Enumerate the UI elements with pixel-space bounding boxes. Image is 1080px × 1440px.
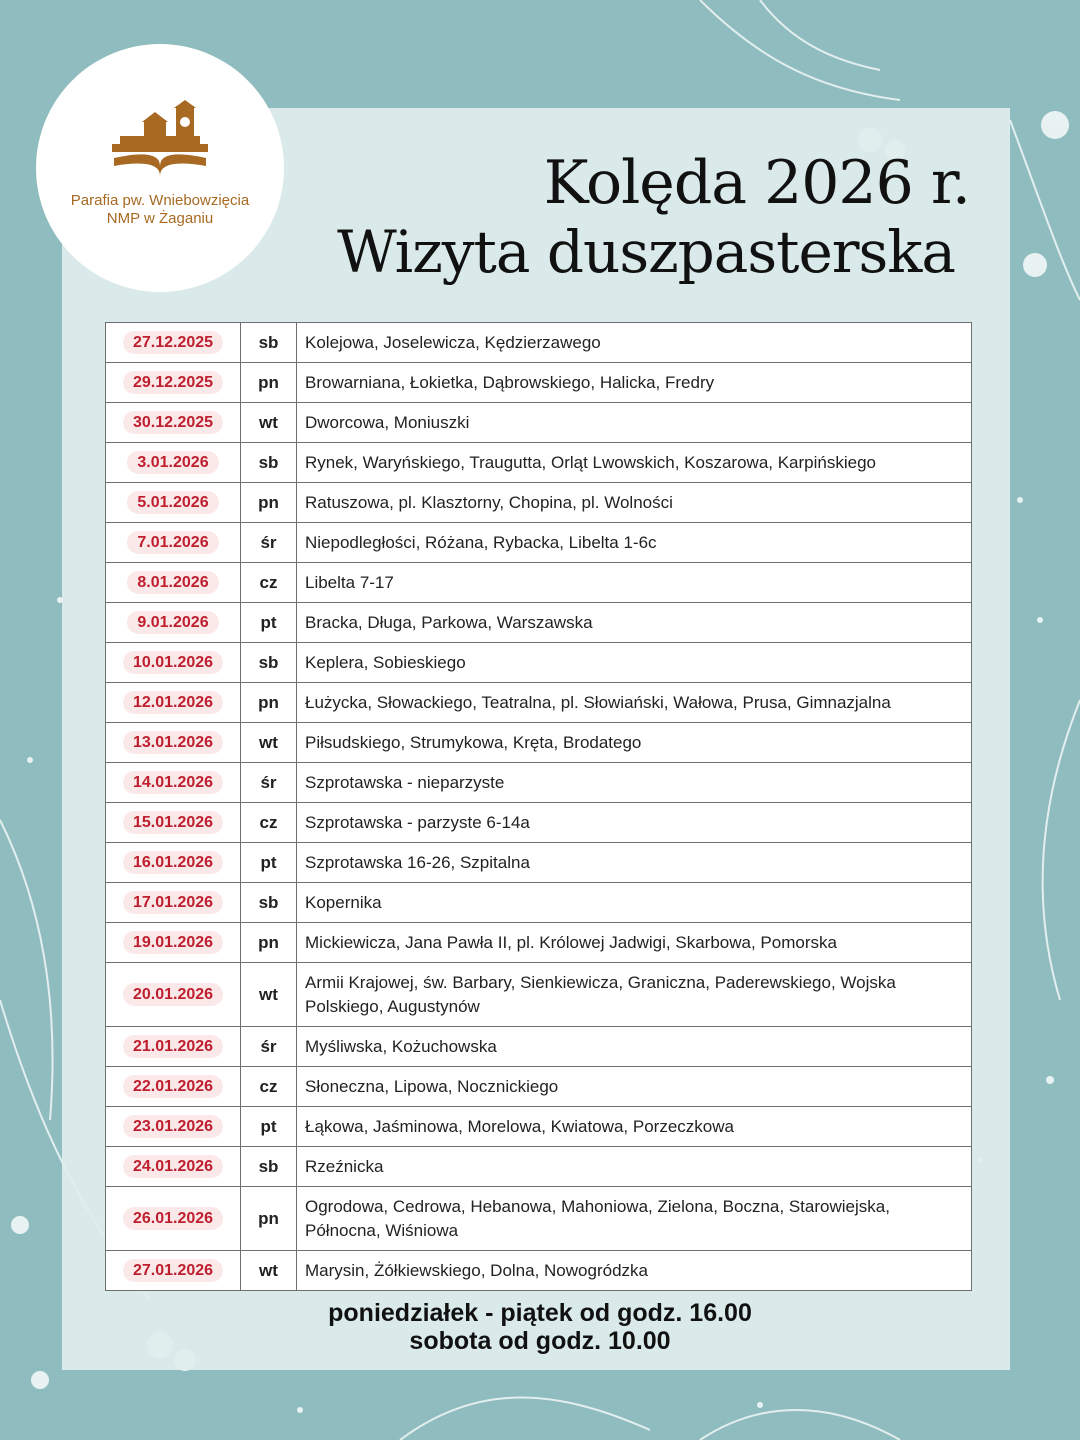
church-book-icon [108,100,212,184]
streets-cell: Mickiewicza, Jana Pawła II, pl. Królowej Jadwigi, Skarbowa, Pomorska [297,923,972,963]
streets-cell: Ratuszowa, pl. Klasztorny, Chopina, pl. Wolności [297,483,972,523]
date-cell [106,443,241,483]
date-badge: 19.01.2026 [123,931,223,954]
streets-cell: Keplera, Sobieskiego [297,643,972,683]
streets-cell: Ogrodowa, Cedrowa, Hebanowa, Mahoniowa, Zielona, Boczna, Starowiejska, Północna, Wiśniowa [297,1187,972,1251]
weekday-cell: pt [241,1107,297,1147]
weekday-cell: pn [241,483,297,523]
date-cell [106,923,241,963]
date-cell [106,563,241,603]
table-row [106,323,972,363]
date-cell [106,603,241,643]
streets-cell: Kolejowa, Joselewicza, Kędzierzawego [297,323,972,363]
weekday-cell: pn [241,1187,297,1251]
streets-cell: Szprotawska - parzyste 6-14a [297,803,972,843]
streets-cell: Szprotawska - nieparzyste [297,763,972,803]
page-title: Kolęda 2026 r. [543,148,970,218]
table-row [106,843,972,883]
weekday-cell: pn [241,923,297,963]
weekday-cell: sb [241,883,297,923]
date-badge: 14.01.2026 [123,771,223,794]
date-badge: 26.01.2026 [123,1207,223,1230]
date-cell [106,483,241,523]
weekday-cell: cz [241,563,297,603]
date-cell [106,803,241,843]
table-row [106,483,972,523]
weekday-cell: wt [241,963,297,1027]
weekday-cell: sb [241,1147,297,1187]
date-badge: 7.01.2026 [127,531,218,554]
table-row [106,1107,972,1147]
weekday-cell: cz [241,803,297,843]
date-badge: 13.01.2026 [123,731,223,754]
weekday-cell: sb [241,643,297,683]
table-row [106,1147,972,1187]
streets-cell: Libelta 7-17 [297,563,972,603]
date-cell [106,523,241,563]
date-badge: 24.01.2026 [123,1155,223,1178]
date-badge: 21.01.2026 [123,1035,223,1058]
streets-cell: Łużycka, Słowackiego, Teatralna, pl. Słowiański, Wałowa, Prusa, Gimnazjalna [297,683,972,723]
date-cell [106,963,241,1027]
date-cell [106,1187,241,1251]
date-cell [106,363,241,403]
page-subtitle: Wizyta duszpasterska [337,218,955,286]
streets-cell: Niepodległości, Różana, Rybacka, Libelta 1-6c [297,523,972,563]
date-badge: 5.01.2026 [127,491,218,514]
weekday-cell: pn [241,683,297,723]
date-cell [106,763,241,803]
parish-logo [36,44,284,292]
date-badge: 10.01.2026 [123,651,223,674]
date-cell [106,723,241,763]
weekday-cell: sb [241,323,297,363]
date-cell [106,1027,241,1067]
date-badge: 20.01.2026 [123,983,223,1006]
streets-cell: Armii Krajowej, św. Barbary, Sienkiewicza, Graniczna, Paderewskiego, Wojska Polskiego, Augustynów [297,963,972,1027]
weekday-cell: sb [241,443,297,483]
logo-line-1: Parafia pw. Wniebowzięcia [70,192,250,209]
schedule-table [105,322,972,1291]
table-row [106,883,972,923]
weekday-cell: pt [241,603,297,643]
date-badge: 8.01.2026 [127,571,218,594]
table-row [106,1187,972,1251]
table-row [106,363,972,403]
table-row [106,603,972,643]
date-badge: 22.01.2026 [123,1075,223,1098]
table-row [106,403,972,443]
date-cell [106,323,241,363]
table-row [106,523,972,563]
table-row [106,1251,972,1291]
date-badge: 27.01.2026 [123,1259,223,1282]
date-badge: 30.12.2025 [123,411,223,434]
date-cell [106,1147,241,1187]
streets-cell: Szprotawska 16-26, Szpitalna [297,843,972,883]
date-cell [106,643,241,683]
weekday-cell: śr [241,763,297,803]
weekday-cell: wt [241,723,297,763]
date-cell [106,403,241,443]
streets-cell: Browarniana, Łokietka, Dąbrowskiego, Halicka, Fredry [297,363,972,403]
date-badge: 23.01.2026 [123,1115,223,1138]
table-row [106,923,972,963]
date-cell [106,683,241,723]
date-badge: 27.12.2025 [123,331,223,354]
table-row [106,563,972,603]
table-row [106,1067,972,1107]
hours-weekdays: poniedziałek - piątek od godz. 16.00 [328,1299,752,1327]
table-row [106,803,972,843]
date-badge: 12.01.2026 [123,691,223,714]
table-row [106,643,972,683]
streets-cell: Myśliwska, Kożuchowska [297,1027,972,1067]
streets-cell: Kopernika [297,883,972,923]
table-row [106,1027,972,1067]
table-row [106,723,972,763]
date-cell [106,883,241,923]
table-row [106,963,972,1027]
date-badge: 15.01.2026 [123,811,223,834]
streets-cell: Dworcowa, Moniuszki [297,403,972,443]
date-cell [106,843,241,883]
date-cell [106,1107,241,1147]
streets-cell: Rynek, Waryńskiego, Traugutta, Orląt Lwowskich, Koszarowa, Karpińskiego [297,443,972,483]
hours-saturday: sobota od godz. 10.00 [409,1327,671,1355]
logo-line-2: NMP w Żaganiu [106,210,214,227]
streets-cell: Bracka, Długa, Parkowa, Warszawska [297,603,972,643]
table-row [106,763,972,803]
date-cell [106,1067,241,1107]
table-row [106,443,972,483]
weekday-cell: śr [241,1027,297,1067]
streets-cell: Marysin, Żółkiewskiego, Dolna, Nowogródzka [297,1251,972,1291]
streets-cell: Słoneczna, Lipowa, Nocznickiego [297,1067,972,1107]
weekday-cell: pt [241,843,297,883]
weekday-cell: cz [241,1067,297,1107]
date-badge: 17.01.2026 [123,891,223,914]
table-row [106,683,972,723]
weekday-cell: wt [241,403,297,443]
date-badge: 29.12.2025 [123,371,223,394]
date-badge: 9.01.2026 [127,611,218,634]
streets-cell: Piłsudskiego, Strumykowa, Kręta, Brodatego [297,723,972,763]
date-badge: 16.01.2026 [123,851,223,874]
weekday-cell: śr [241,523,297,563]
weekday-cell: wt [241,1251,297,1291]
date-cell [106,1251,241,1291]
streets-cell: Rzeźnicka [297,1147,972,1187]
weekday-cell: pn [241,363,297,403]
streets-cell: Łąkowa, Jaśminowa, Morelowa, Kwiatowa, Porzeczkowa [297,1107,972,1147]
date-badge: 3.01.2026 [127,451,218,474]
